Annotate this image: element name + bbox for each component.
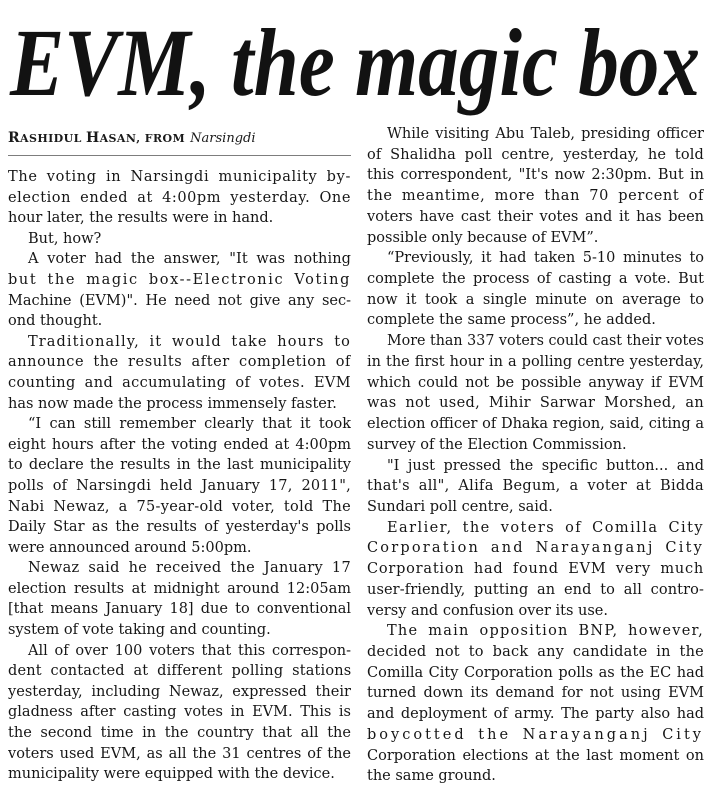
article-line xyxy=(367,145,704,166)
article-paragraph xyxy=(367,518,704,622)
article-paragraph xyxy=(367,621,704,787)
article-column-left xyxy=(8,167,351,785)
article-line-text: “Previously, it had taken 5-10 minutes to xyxy=(387,250,704,267)
article-line-text: Newaz said he received the January 17 xyxy=(28,560,351,577)
article-line xyxy=(8,352,351,373)
article-line-text: Machine (EVM)". He need not give any sec- xyxy=(8,292,351,309)
article-line xyxy=(8,702,351,723)
article-column-right xyxy=(367,124,704,787)
article-line xyxy=(8,558,351,579)
article-line xyxy=(8,394,351,415)
article-line xyxy=(367,124,704,145)
article-line xyxy=(8,744,351,765)
article-paragraph xyxy=(8,414,351,558)
article-line-text: boycotted the Narayanganj City xyxy=(367,726,704,743)
article-paragraph xyxy=(367,331,704,455)
article-paragraph xyxy=(8,167,351,229)
article-line-text: ond thought. xyxy=(8,313,103,330)
article-line-text: has now made the process immensely faster. xyxy=(8,395,337,412)
article-line-text: voters have cast their votes and it has been xyxy=(367,208,704,225)
article-line-text: [that means January 18] due to conventional xyxy=(8,601,351,618)
article-line xyxy=(8,414,351,435)
article-line-text: turned down its demand for not using EVM xyxy=(367,685,704,702)
article-line-text: now it took a single minute on average to xyxy=(367,291,704,308)
article-line xyxy=(8,229,351,250)
article-line xyxy=(367,518,704,539)
article-paragraph xyxy=(8,249,351,331)
article-line-text: of Shalidha poll centre, yesterday, he told xyxy=(367,146,704,163)
article-line-text: decided not to back any candidate in the xyxy=(367,643,704,660)
article-line xyxy=(367,725,704,746)
article-line-text: dent contacted at different polling stations xyxy=(8,663,351,680)
article-paragraph xyxy=(367,248,704,331)
article-line xyxy=(367,559,704,580)
article-line-text: that's all", Alifa Begum, a voter at Bidda xyxy=(367,478,704,495)
article-line xyxy=(367,497,704,518)
article-line xyxy=(367,373,704,394)
article-line-text: the meantime, more than 70 percent of xyxy=(367,188,704,205)
article-line xyxy=(367,663,704,684)
article-line xyxy=(367,683,704,704)
article-line-text: the same ground. xyxy=(367,768,496,785)
article-line xyxy=(8,208,351,229)
article-line-text: Earlier, the voters of Comilla City xyxy=(387,519,704,536)
article-line xyxy=(8,641,351,662)
article-line-text: eight hours after the voting ended at 4:00pm xyxy=(8,436,351,453)
article-line xyxy=(367,766,704,787)
article-line-text: A voter had the answer, "It was nothing xyxy=(28,251,351,268)
article-line xyxy=(8,497,351,518)
article-line-text: and deployment of army. The party also had xyxy=(367,706,704,723)
article-line xyxy=(367,621,704,642)
article-line xyxy=(367,331,704,352)
article-line-text: "I just pressed the specific button... and xyxy=(387,457,704,474)
article-line xyxy=(8,661,351,682)
article-line-text: counting and accumulating of votes. EVM xyxy=(8,374,351,391)
article-line xyxy=(8,311,351,332)
article-line xyxy=(367,352,704,373)
article-paragraph xyxy=(8,332,351,414)
article-line xyxy=(367,642,704,663)
article-line-text: Sundari poll centre, said. xyxy=(367,498,553,515)
article-line xyxy=(8,270,351,291)
article-line-text: Traditionally, it would take hours to xyxy=(28,333,351,350)
article-line xyxy=(367,207,704,228)
byline-from: , FROM xyxy=(136,132,186,145)
article-paragraph xyxy=(367,456,704,518)
article-line xyxy=(367,310,704,331)
article-line-text: complete the same process”, he added. xyxy=(367,312,656,329)
article-line-text: election ended at 4:00pm yesterday. One xyxy=(8,189,351,206)
article-line-text: Nabi Newaz, a 75-year-old voter, told The xyxy=(8,498,351,515)
article-line-text: Corporation had found EVM very much xyxy=(367,561,704,578)
article-line xyxy=(8,332,351,353)
article-line-text: survey of the Election Commission. xyxy=(367,436,627,453)
article-line xyxy=(367,456,704,477)
article-line-text: Daily Star as the results of yesterday's polls xyxy=(8,519,351,536)
article-line xyxy=(8,538,351,559)
article-line xyxy=(367,228,704,249)
article-line-text: announce the results after completion of xyxy=(8,354,351,371)
article-line xyxy=(367,538,704,559)
article-line-text: All of over 100 voters that this correspon- xyxy=(28,642,351,659)
article-line-text: More than 337 voters could cast their votes xyxy=(387,333,704,350)
article-line xyxy=(367,248,704,269)
article-line xyxy=(8,249,351,270)
article-line-text: election results at midnight around 12:05am xyxy=(8,580,351,597)
article-line-text: The main opposition BNP, however, xyxy=(387,623,704,640)
article-paragraph xyxy=(8,641,351,785)
article-line-text: system of vote taking and counting. xyxy=(8,622,271,639)
article-paragraph xyxy=(367,124,704,248)
article-line xyxy=(8,167,351,188)
article-line xyxy=(8,682,351,703)
article-line xyxy=(8,435,351,456)
article-line-text: hour later, the results were in hand. xyxy=(8,210,274,227)
article-line xyxy=(8,373,351,394)
article-line-text: But, how? xyxy=(28,230,102,247)
article-line-text: which could not be possible anyway if EVM xyxy=(367,374,704,391)
article-line-text: yesterday, including Newaz, expressed their xyxy=(8,683,351,700)
article-line xyxy=(367,393,704,414)
article-line-text: “I can still remember clearly that it took xyxy=(28,416,351,433)
article-line xyxy=(8,764,351,785)
article-line xyxy=(8,188,351,209)
article-line xyxy=(367,414,704,435)
article-line xyxy=(8,579,351,600)
article-line-text: versy and confusion over its use. xyxy=(367,602,608,619)
article-line-text: this correspondent, "It's now 2:30pm. But in xyxy=(367,167,704,184)
article-line-text: While visiting Abu Taleb, presiding officer xyxy=(387,126,704,142)
article-line-text: voters used EVM, as all the 31 centres of the xyxy=(8,745,351,762)
headline: EVM, the magic box xyxy=(10,9,700,116)
article-line-text: gladness after casting votes in EVM. This is xyxy=(8,704,351,721)
article-line-text: Comilla City Corporation polls as the EC had xyxy=(367,664,704,681)
article-line xyxy=(367,580,704,601)
article-line-text: complete the process of casting a vote. But xyxy=(367,271,704,288)
article-line xyxy=(8,291,351,312)
article-paragraph xyxy=(8,229,351,250)
article-line-text: The voting in Narsingdi municipality by- xyxy=(8,169,351,185)
byline xyxy=(8,127,256,149)
article-line xyxy=(367,165,704,186)
article-line-text: to declare the results in the last municipality xyxy=(8,457,351,474)
article-line xyxy=(8,455,351,476)
article-line-text: in the first hour in a polling centre yesterday, xyxy=(367,353,704,370)
article-line-text: municipality were equipped with the device. xyxy=(8,766,335,783)
byline-divider xyxy=(8,155,351,156)
article-line xyxy=(367,601,704,622)
article-line xyxy=(367,435,704,456)
article-line xyxy=(367,476,704,497)
article-line xyxy=(367,290,704,311)
article-line xyxy=(367,746,704,767)
article-line-text: but the magic box--Electronic Voting xyxy=(8,271,351,288)
article-line xyxy=(8,599,351,620)
article-line-text: Corporation and Narayanganj City xyxy=(367,540,704,557)
article-line xyxy=(367,704,704,725)
article-line-text: Corporation elections at the last moment on xyxy=(367,747,704,764)
article-line-text: possible only because of EVM”. xyxy=(367,229,599,246)
article-line-text: were announced around 5:00pm. xyxy=(8,539,252,556)
byline-author: RASHIDUL HASAN xyxy=(8,130,137,146)
article-line-text: was not used, Mihir Sarwar Morshed, an xyxy=(367,395,704,412)
article-line xyxy=(8,723,351,744)
article-line-text: polls of Narsingdi held January 17, 2011", xyxy=(8,477,351,494)
article-line-text: election officer of Dhaka region, said, citing a xyxy=(367,416,704,433)
article-line-text: the second time in the country that all the xyxy=(8,725,351,742)
article-line xyxy=(8,517,351,538)
article-line xyxy=(8,620,351,641)
byline-place: Narsingdi xyxy=(190,131,256,146)
article-line-text: user-friendly, putting an end to all contro- xyxy=(367,581,704,598)
article-line xyxy=(367,186,704,207)
article-line xyxy=(8,476,351,497)
article-paragraph xyxy=(8,558,351,640)
article-line xyxy=(367,269,704,290)
